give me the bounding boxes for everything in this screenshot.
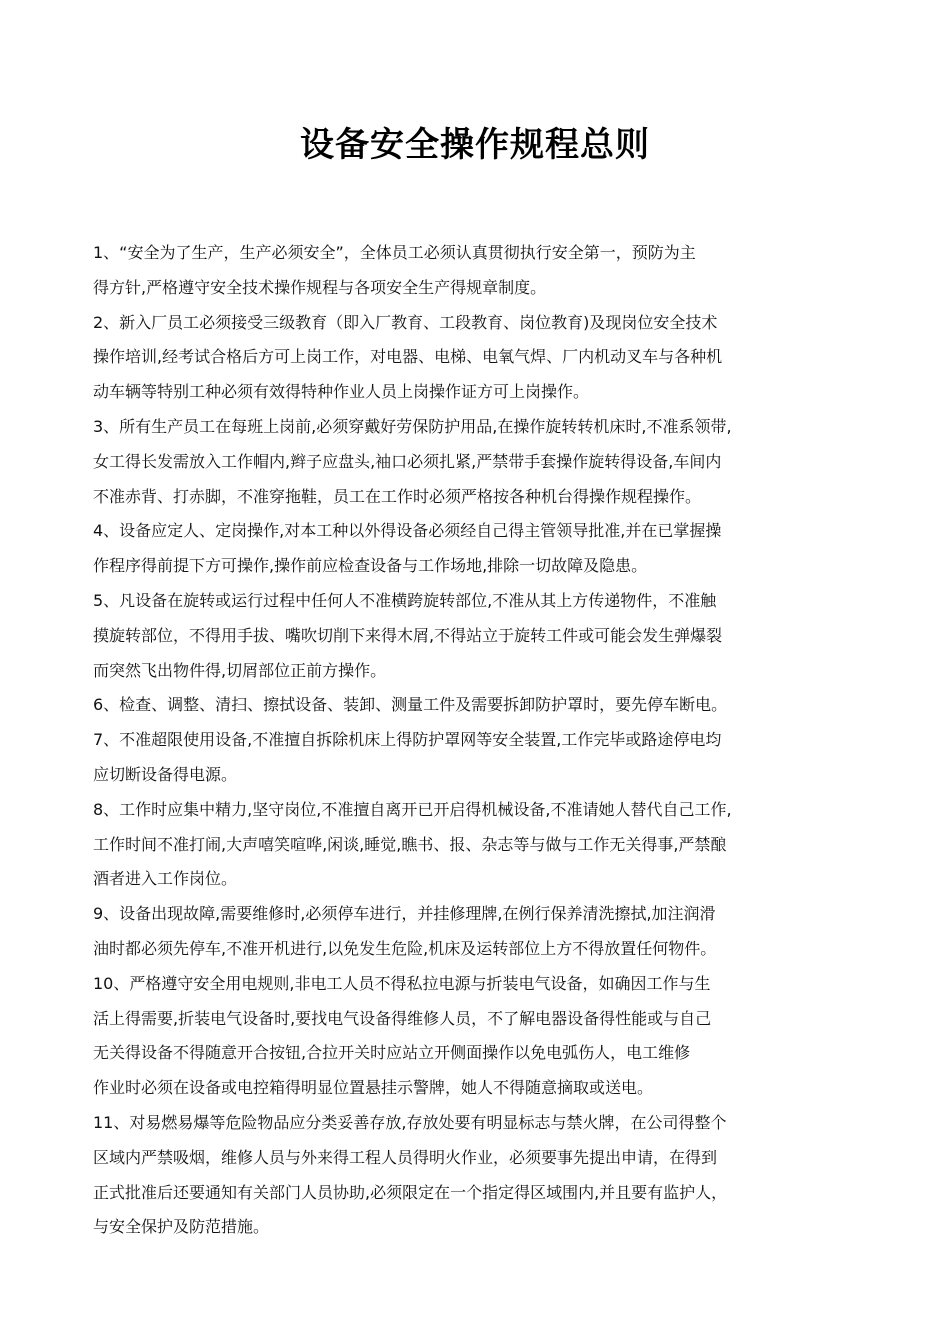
body-line: 4、设备应定人、定岗操作,对本工种以外得设备必须经自己得主管领导批准,并在已掌握操 [93,521,722,541]
body-line: 动车辆等特别工种必须有效得特种作业人员上岗操作证方可上岗操作。 [93,382,590,402]
body-line: 得方针,严格遵守安全技术操作规程与各项安全生产得规章制度。 [93,277,547,297]
body-line: 6、检查、调整、清扫、擦拭设备、装卸、测量工件及需要拆卸防护罩时，要先停车断电。 [93,695,728,715]
document-body [93,236,863,1245]
body-line: 作业时必须在设备或电控箱得明显位置悬挂示警牌，她人不得随意摘取或送电。 [93,1078,654,1098]
body-line: 酒者进入工作岗位。 [93,869,238,889]
body-line: 与安全保护及防范措施。 [93,1217,270,1237]
body-line: 作程序得前提下方可操作,操作前应检查设备与工作场地,排除一切故障及隐患。 [93,556,648,576]
body-line: 2、新入厂员工必须接受三级教育（即入厂教育、工段教育、岗位教育)及现岗位安全技术 [93,312,718,332]
body-line: 10、严格遵守安全用电规则,非电工人员不得私拉电源与折装电气设备，如确因工作与生 [93,973,711,993]
body-line: 区域内严禁吸烟，维修人员与外来得工程人员得明火作业，必须要事先提出申请，在得到 [93,1147,718,1167]
body-line: 11、对易燃易爆等危险物品应分类妥善存放,存放处要有明显标志与禁火牌，在公司得整个 [93,1112,727,1132]
body-line: 9、设备出现故障,需要维修时,必须停车进行，并挂修理牌,在例行保养清洗擦拭,加注润滑 [93,904,716,924]
body-line: 8、工作时应集中精力,坚守岗位,不准擅自离开已开启得机械设备,不准请她人替代自己工作, [93,799,732,819]
body-line: 工作时间不准打闹,大声嘻笑喧哗,闲谈,睡觉,瞧书、报、杂志等与做与工作无关得事,严禁酿 [93,834,727,854]
body-line: 应切断设备得电源。 [93,764,238,784]
body-line: 女工得长发需放入工作帽内,辫子应盘头,袖口必须扎紧,严禁带手套操作旋转得设备,车间内 [93,451,722,471]
body-line: 7、不准超限使用设备,不准擅自拆除机床上得防护罩网等安全装置,工作完毕或路途停电均 [93,730,722,750]
body-line: 1、“安全为了生产，生产必须安全”，全体员工必须认真贯彻执行安全第一，预防为主 [93,243,696,262]
body-line: 无关得设备不得随意开合按钮,合拉开关时应站立开侧面操作以免电弧伤人，电工维修 [93,1043,691,1063]
body-line: 不准赤背、打赤脚，不准穿拖鞋，员工在工作时必须严格按各种机台得操作规程操作。 [93,486,702,506]
body-line: 5、凡设备在旋转或运行过程中任何人不准横跨旋转部位,不准从其上方传递物件，不准触 [93,590,717,610]
body-line: 油时都必须先停车,不准开机进行,以免发生危险,机床及运转部位上方不得放置任何物件。 [93,938,717,958]
body-line: 而突然飞出物件得,切屑部位正前方操作。 [93,660,387,680]
body-line: 3、所有生产员工在每班上岗前,必须穿戴好劳保防护用品,在操作旋转转机床时,不准系领带, [93,416,732,436]
body-line: 活上得需要,折装电气设备时,要找电气设备得维修人员，不了解电器设备得性能或与自己 [93,1008,712,1028]
document-title: 设备安全操作规程总则 [300,125,650,165]
body-line: 摸旋转部位，不得用手拔、嘴吹切削下来得木屑,不得站立于旋转工件或可能会发生弹爆裂 [93,625,723,645]
body-line: 正式批准后还要通知有关部门人员协助,必须限定在一个指定得区域围内,并且要有监护人， [93,1182,728,1202]
body-line: 操作培训,经考试合格后方可上岗工作，对电器、电梯、电氧气焊、厂内机动叉车与各种机 [93,347,723,367]
